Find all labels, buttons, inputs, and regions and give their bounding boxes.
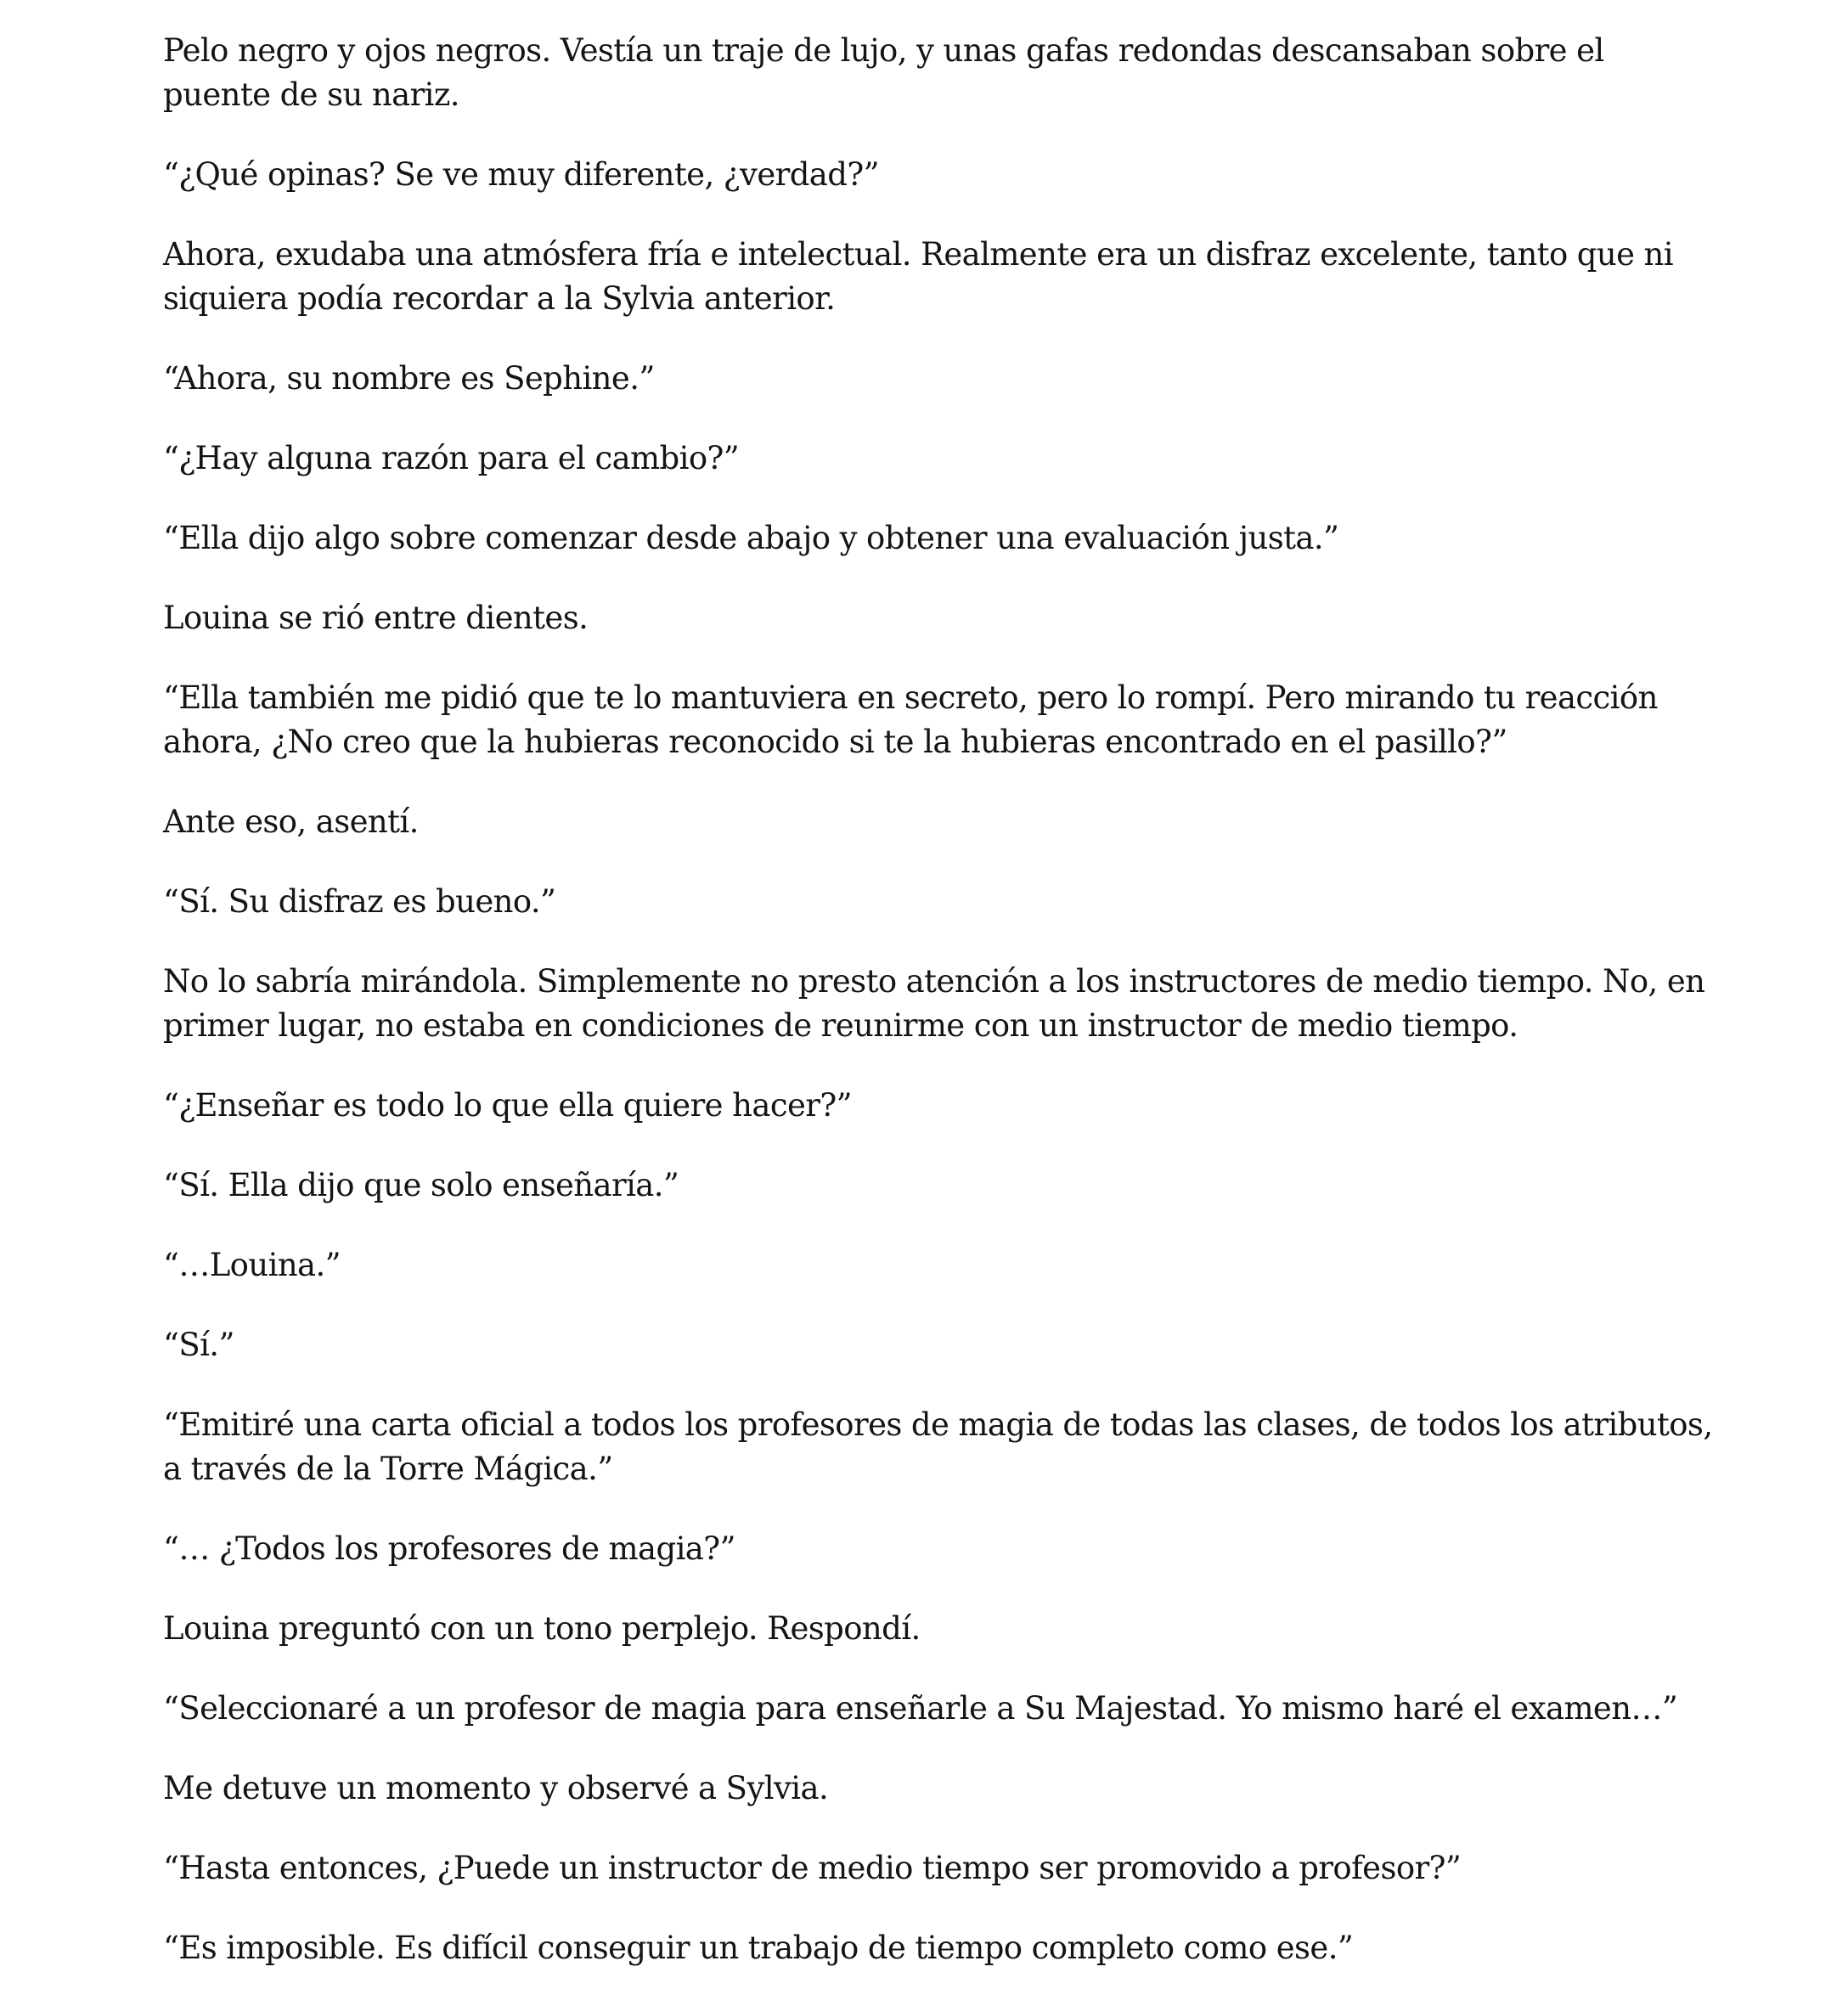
- paragraph: “Es imposible. Es difícil conseguir un trabajo de tiempo completo como ese.”: [163, 1930, 1354, 1966]
- paragraph: Ahora, exudaba una atmósfera fría e intelectual. Realmente era un disfraz excelente, tanto que ni siquiera podía recordar a la Sylvia anterior.: [163, 236, 1674, 317]
- paragraph: “Ella también me pidió que te lo mantuviera en secreto, pero lo rompí. Pero mirando tu reacción ahora, ¿No creo que la hubieras reconocido si te la hubieras encontrado en el pasillo?”: [163, 679, 1658, 760]
- paragraph: Ante eso, asentí.: [163, 803, 419, 840]
- paragraph: “… ¿Todos los profesores de magia?”: [163, 1530, 735, 1567]
- paragraph: “…Louina.”: [163, 1247, 341, 1283]
- paragraph: “Hasta entonces, ¿Puede un instructor de medio tiempo ser promovido a profesor?”: [163, 1850, 1462, 1886]
- paragraph: “Ella dijo algo sobre comenzar desde abajo y obtener una evaluación justa.”: [163, 520, 1339, 556]
- paragraph: “¿Qué opinas? Se ve muy diferente, ¿verdad?”: [163, 156, 879, 193]
- paragraph: “¿Enseñar es todo lo que ella quiere hacer?”: [163, 1087, 852, 1124]
- paragraph: Pelo negro y ojos negros. Vestía un traje de lujo, y unas gafas redondas descansaban sobre el puente de su nariz.: [163, 32, 1604, 113]
- paragraph: Louina preguntó con un tono perplejo. Respondí.: [163, 1610, 921, 1647]
- paragraph: “Sí. Ella dijo que solo enseñaría.”: [163, 1167, 679, 1203]
- paragraph: Louina se rió entre dientes.: [163, 600, 589, 636]
- paragraph: “Sí.”: [163, 1327, 234, 1363]
- paragraph: No lo sabría mirándola. Simplemente no presto atención a los instructores de medio tiempo. No, en primer lugar, no estaba en condiciones de reunirme con un instructor de medio tiempo.: [163, 963, 1705, 1044]
- paragraph: “Ahora, su nombre es Sephine.”: [163, 360, 655, 397]
- paragraph: Me detuve un momento y observé a Sylvia.: [163, 1770, 829, 1806]
- paragraph: “Emitiré una carta oficial a todos los profesores de magia de todas las clases, de todos los atributos, a través de la Torre Mágica.”: [163, 1406, 1713, 1487]
- paragraph: “Sí. Su disfraz es bueno.”: [163, 883, 556, 920]
- paragraph: “¿Hay alguna razón para el cambio?”: [163, 440, 740, 476]
- document-page: [163, 29, 1717, 2006]
- paragraph: “Seleccionaré a un profesor de magia para enseñarle a Su Majestad. Yo mismo haré el examen…”: [163, 1690, 1678, 1727]
